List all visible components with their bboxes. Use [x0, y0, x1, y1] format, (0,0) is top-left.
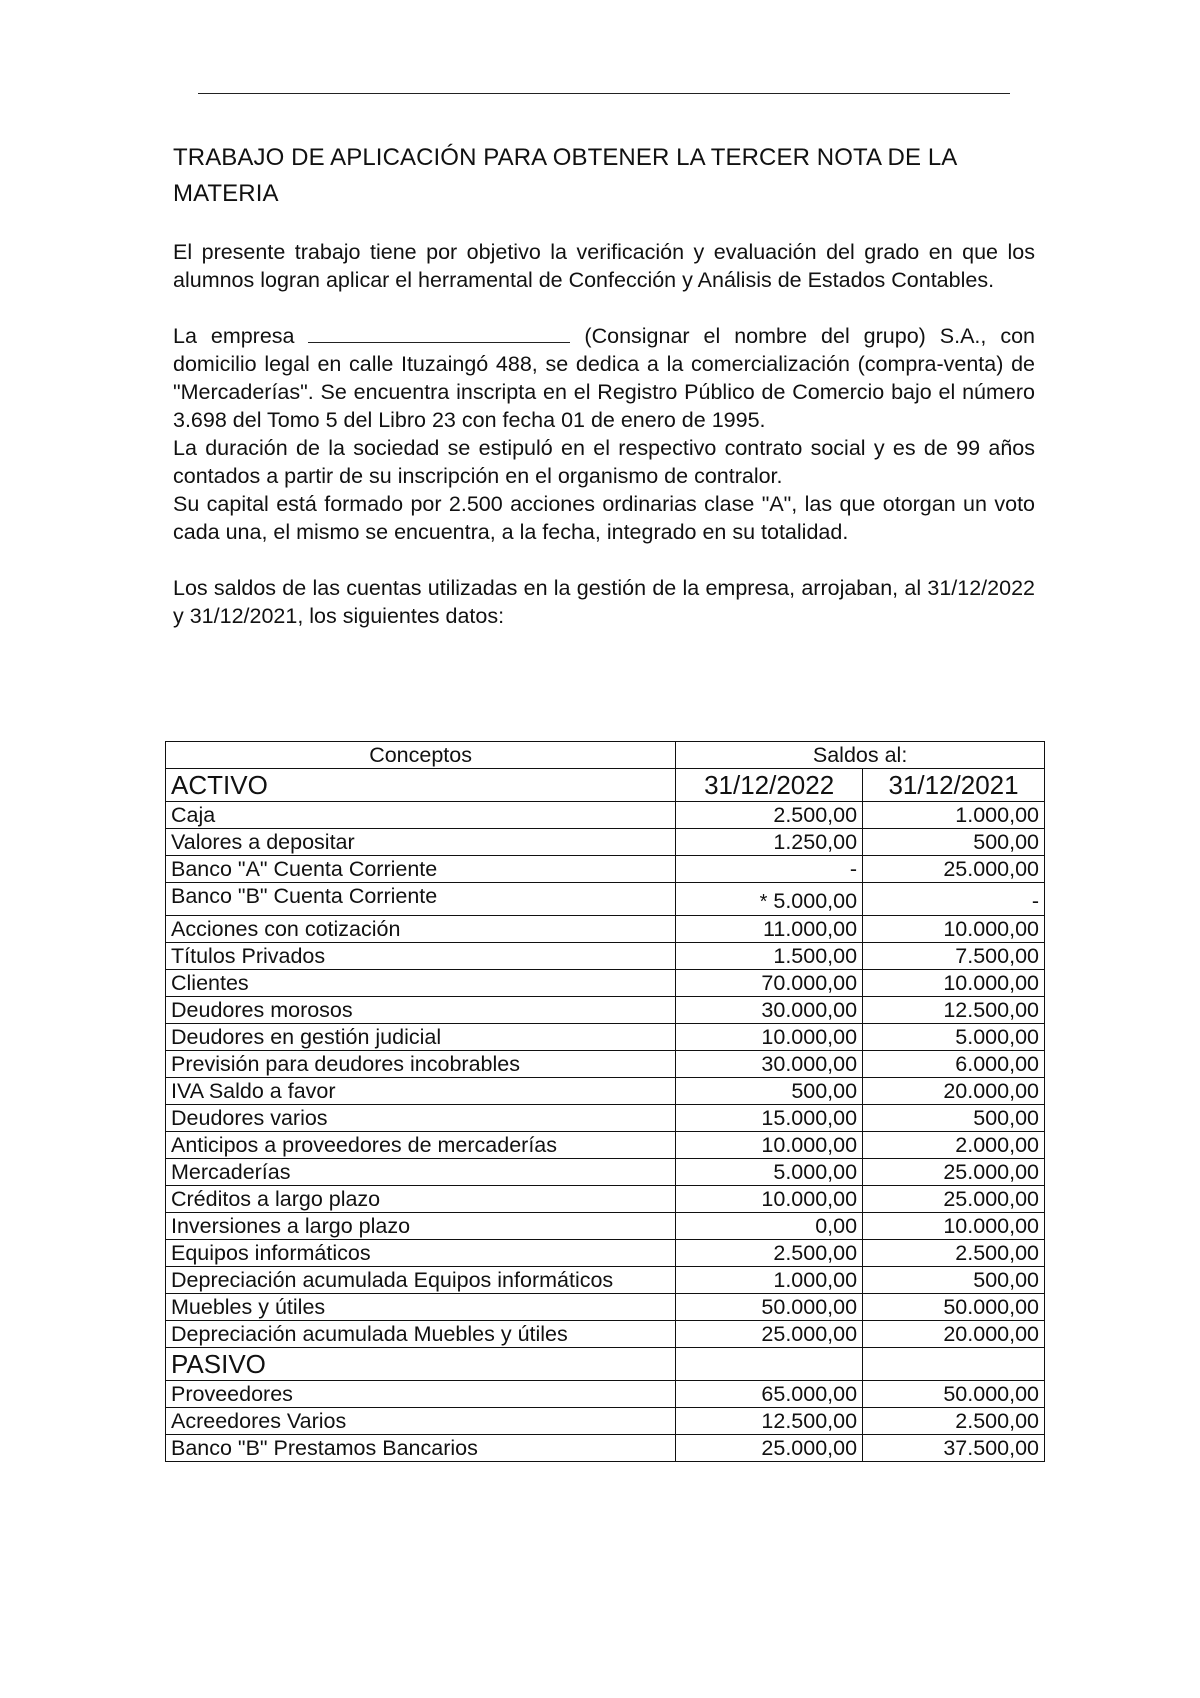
concept-cell: Deudores en gestión judicial	[166, 1024, 676, 1051]
value-2021-cell: 37.500,00	[863, 1435, 1045, 1462]
table-row	[166, 997, 1045, 1024]
concept-cell: Depreciación acumulada Equipos informáticos	[166, 1267, 676, 1294]
table-row	[166, 1186, 1045, 1213]
company-name-blank	[308, 322, 570, 343]
table-row	[166, 1321, 1045, 1348]
value-2021-cell: 2.000,00	[863, 1132, 1045, 1159]
value-2022: 5.000,00	[773, 889, 858, 913]
table-row	[166, 916, 1045, 943]
table-row	[166, 1267, 1045, 1294]
value-2022-cell: 1.000,00	[676, 1267, 863, 1294]
value-2021-cell: -	[863, 883, 1045, 916]
value-2021-cell: 25.000,00	[863, 856, 1045, 883]
section-activo: ACTIVO	[166, 769, 676, 802]
col-header-saldos: Saldos al:	[676, 742, 1045, 769]
concept-cell: Banco "B" Prestamos Bancarios	[166, 1435, 676, 1462]
value-2021-cell: 10.000,00	[863, 1213, 1045, 1240]
concept-cell: Valores a depositar	[166, 829, 676, 856]
company-suffix: (Consignar el nombre del grupo) S.A., con domicilio legal en calle Ituzaingó 488, se dedica a la comercialización (compra-venta) de "Mercaderías". Se encuentra inscripta en el Registro Público de Comercio bajo el número 3.698 del Tomo 5 del Libro 23 con fecha 01 de enero de 1995.	[173, 324, 1035, 432]
value-2022-cell: 10.000,00	[676, 1186, 863, 1213]
value-2021-cell: 500,00	[863, 829, 1045, 856]
value-2022-cell: 1.250,00	[676, 829, 863, 856]
table-row	[166, 1051, 1045, 1078]
date-header-2021: 31/12/2021	[863, 769, 1045, 802]
concept-cell: Títulos Privados	[166, 943, 676, 970]
value-2021-cell: 12.500,00	[863, 997, 1045, 1024]
value-2022-cell: 70.000,00	[676, 970, 863, 997]
value-2022-cell: 30.000,00	[676, 1051, 863, 1078]
value-2022-cell: 10.000,00	[676, 1024, 863, 1051]
value-2022-cell: 30.000,00	[676, 997, 863, 1024]
empty-cell	[863, 1348, 1045, 1381]
value-2021-cell: 6.000,00	[863, 1051, 1045, 1078]
concept-cell: Banco "B" Cuenta Corriente	[166, 883, 676, 916]
value-2022-cell: 65.000,00	[676, 1381, 863, 1408]
footnote-mark: *	[759, 891, 768, 913]
concept-cell: Muebles y útiles	[166, 1294, 676, 1321]
value-2022-cell: 25.000,00	[676, 1321, 863, 1348]
concept-cell: Acciones con cotización	[166, 916, 676, 943]
duration-paragraph: La duración de la sociedad se estipuló en el respectivo contrato social y es de 99 años contados a partir de su inscripción en el organismo de contralor.	[173, 436, 1035, 488]
value-2021-cell: 25.000,00	[863, 1159, 1045, 1186]
value-2021-cell: 500,00	[863, 1267, 1045, 1294]
table-row	[166, 1240, 1045, 1267]
value-2022-cell: 5.000,00	[676, 1159, 863, 1186]
date-header-2022: 31/12/2022	[676, 769, 863, 802]
value-2021-cell: 5.000,00	[863, 1024, 1045, 1051]
concept-cell: Anticipos a proveedores de mercaderías	[166, 1132, 676, 1159]
value-2022-cell: 2.500,00	[676, 802, 863, 829]
value-2022-cell: 500,00	[676, 1078, 863, 1105]
value-2022-cell: 15.000,00	[676, 1105, 863, 1132]
capital-paragraph: Su capital está formado por 2.500 acciones ordinarias clase "A", las que otorgan un voto cada una, el mismo se encuentra, a la fecha, integrado en su totalidad.	[173, 492, 1035, 544]
table-row	[166, 802, 1045, 829]
concept-cell: Créditos a largo plazo	[166, 1186, 676, 1213]
intro-paragraph: El presente trabajo tiene por objetivo la verificación y evaluación del grado en que los alumnos logran aplicar el herramental de Confección y Análisis de Estados Contables.	[173, 240, 1035, 292]
concept-cell: IVA Saldo a favor	[166, 1078, 676, 1105]
table-row	[166, 1078, 1045, 1105]
document-body	[173, 140, 1035, 630]
concept-cell: Clientes	[166, 970, 676, 997]
top-divider	[198, 93, 1010, 94]
activo-header-row	[166, 769, 1045, 802]
value-2022-cell: 0,00	[676, 1213, 863, 1240]
company-paragraph	[173, 322, 1035, 434]
value-2022-cell: 11.000,00	[676, 916, 863, 943]
value-2021-cell: 7.500,00	[863, 943, 1045, 970]
table-row	[166, 1024, 1045, 1051]
value-2021-cell: 10.000,00	[863, 916, 1045, 943]
company-prefix: La empresa	[173, 324, 295, 348]
balances-table	[165, 741, 1045, 1462]
concept-cell: Depreciación acumulada Muebles y útiles	[166, 1321, 676, 1348]
empty-cell	[676, 1348, 863, 1381]
value-2022-cell: 50.000,00	[676, 1294, 863, 1321]
table-row	[166, 1105, 1045, 1132]
table-row	[166, 943, 1045, 970]
value-2022-cell: -	[676, 856, 863, 883]
table-row	[166, 1294, 1045, 1321]
value-2021-cell: 2.500,00	[863, 1240, 1045, 1267]
value-2022-cell: 25.000,00	[676, 1435, 863, 1462]
table-row	[166, 883, 1045, 916]
table-row	[166, 856, 1045, 883]
concept-cell: Equipos informáticos	[166, 1240, 676, 1267]
value-2021-cell: 2.500,00	[863, 1408, 1045, 1435]
concept-cell: Previsión para deudores incobrables	[166, 1051, 676, 1078]
table-row	[166, 829, 1045, 856]
value-2022-cell: 2.500,00	[676, 1240, 863, 1267]
value-2022-cell: 12.500,00	[676, 1408, 863, 1435]
value-2022-cell: 1.500,00	[676, 943, 863, 970]
concept-cell: Deudores varios	[166, 1105, 676, 1132]
concept-cell: Inversiones a largo plazo	[166, 1213, 676, 1240]
value-2021-cell: 25.000,00	[863, 1186, 1045, 1213]
concept-cell: Deudores morosos	[166, 997, 676, 1024]
value-2021-cell: 10.000,00	[863, 970, 1045, 997]
value-2021-cell: 20.000,00	[863, 1078, 1045, 1105]
concept-cell: Caja	[166, 802, 676, 829]
value-2022-cell	[676, 883, 863, 916]
concept-cell: Mercaderías	[166, 1159, 676, 1186]
col-header-concepts: Conceptos	[166, 742, 676, 769]
table-row	[166, 1213, 1045, 1240]
value-2021-cell: 20.000,00	[863, 1321, 1045, 1348]
pasivo-header-row	[166, 1348, 1045, 1381]
concept-cell: Banco "A" Cuenta Corriente	[166, 856, 676, 883]
section-pasivo: PASIVO	[166, 1348, 676, 1381]
table-row	[166, 1159, 1045, 1186]
table-header-row	[166, 742, 1045, 769]
value-2021-cell: 50.000,00	[863, 1381, 1045, 1408]
concept-cell: Proveedores	[166, 1381, 676, 1408]
table-row	[166, 1132, 1045, 1159]
balances-intro-paragraph: Los saldos de las cuentas utilizadas en la gestión de la empresa, arrojaban, al 31/12/2022 y 31/12/2021, los siguientes datos:	[173, 576, 1035, 628]
document-title: TRABAJO DE APLICACIÓN PARA OBTENER LA TERCER NOTA DE LA MATERIA	[173, 144, 957, 207]
table-row	[166, 970, 1045, 997]
table-row	[166, 1381, 1045, 1408]
table-row	[166, 1408, 1045, 1435]
value-2021-cell: 500,00	[863, 1105, 1045, 1132]
table-row	[166, 1435, 1045, 1462]
value-2021-cell: 50.000,00	[863, 1294, 1045, 1321]
value-2022-cell: 10.000,00	[676, 1132, 863, 1159]
value-2021-cell: 1.000,00	[863, 802, 1045, 829]
concept-cell: Acreedores Varios	[166, 1408, 676, 1435]
